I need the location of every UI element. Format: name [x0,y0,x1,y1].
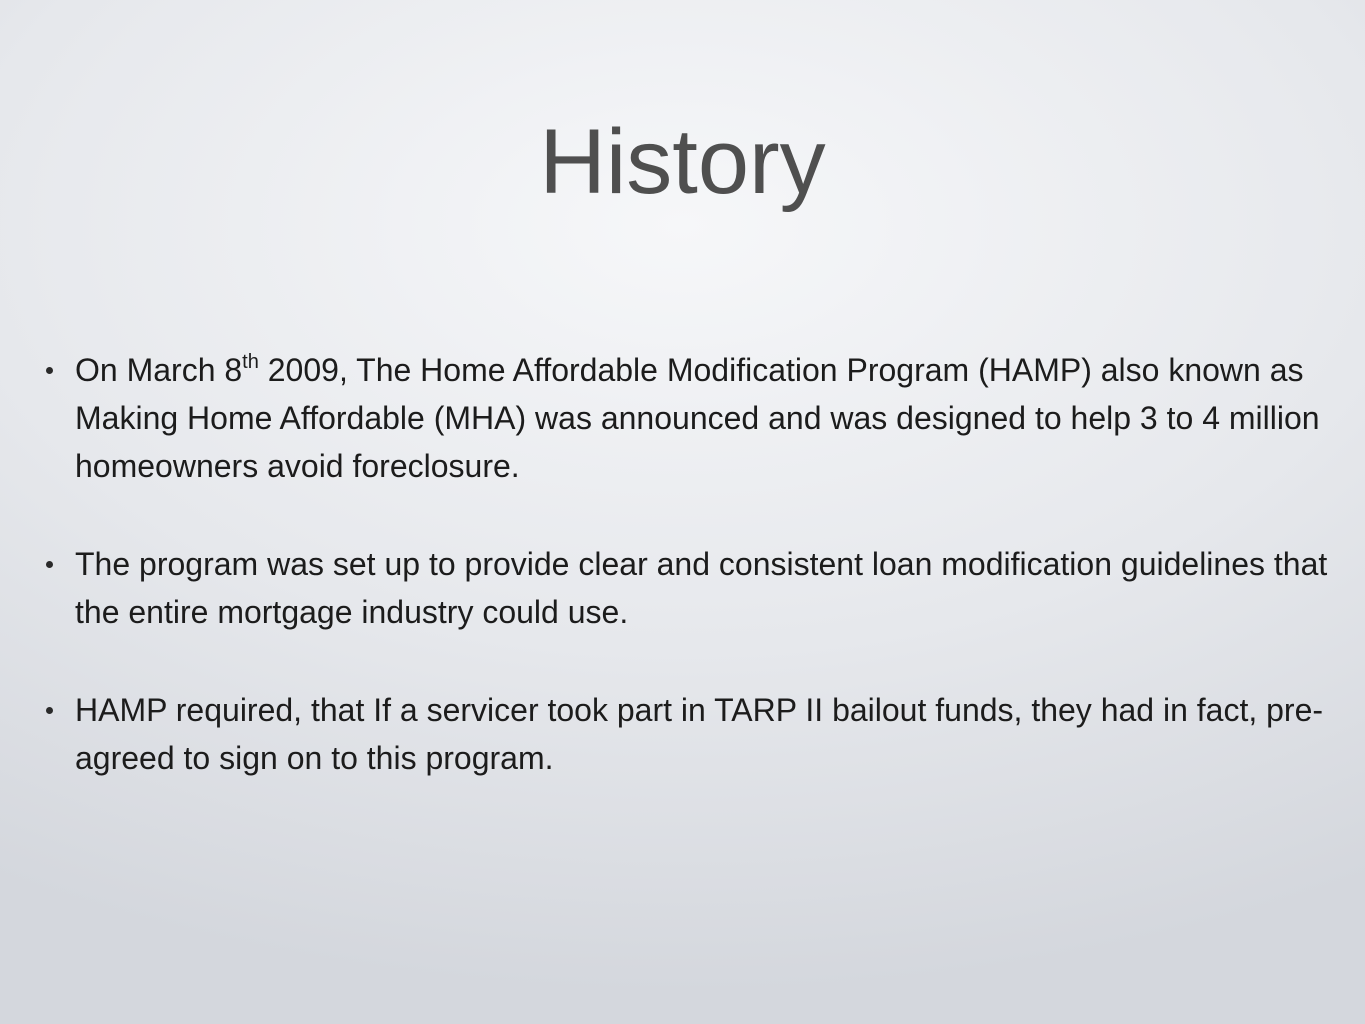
bullet-dot-icon [46,707,53,714]
bullet-dot-icon [46,561,53,568]
bullet-item-3 [75,686,1345,782]
bullet-text-start: On March 8 [75,352,243,388]
bullet-text-rest: 2009, The Home Affordable Modification Program (HAMP) also known as Making Home Affordable (MHA) was announced and was designed to help 3 to 4 million homeowners avoid foreclosure. [75,352,1320,484]
bullet-text: The program was set up to provide clear and consistent loan modification guidelines that the entire mortgage industry could use. [75,546,1328,630]
bullet-dot-icon [46,367,53,374]
bullet-list [75,346,1345,832]
bullet-item-2 [75,540,1345,636]
bullet-text: HAMP required, that If a servicer took part in TARP II bailout funds, they had in fact, pre-agreed to sign on to this program. [75,692,1324,776]
bullet-item-1 [75,346,1345,490]
ordinal-suffix: th [242,351,259,373]
slide-title: History [539,111,826,213]
